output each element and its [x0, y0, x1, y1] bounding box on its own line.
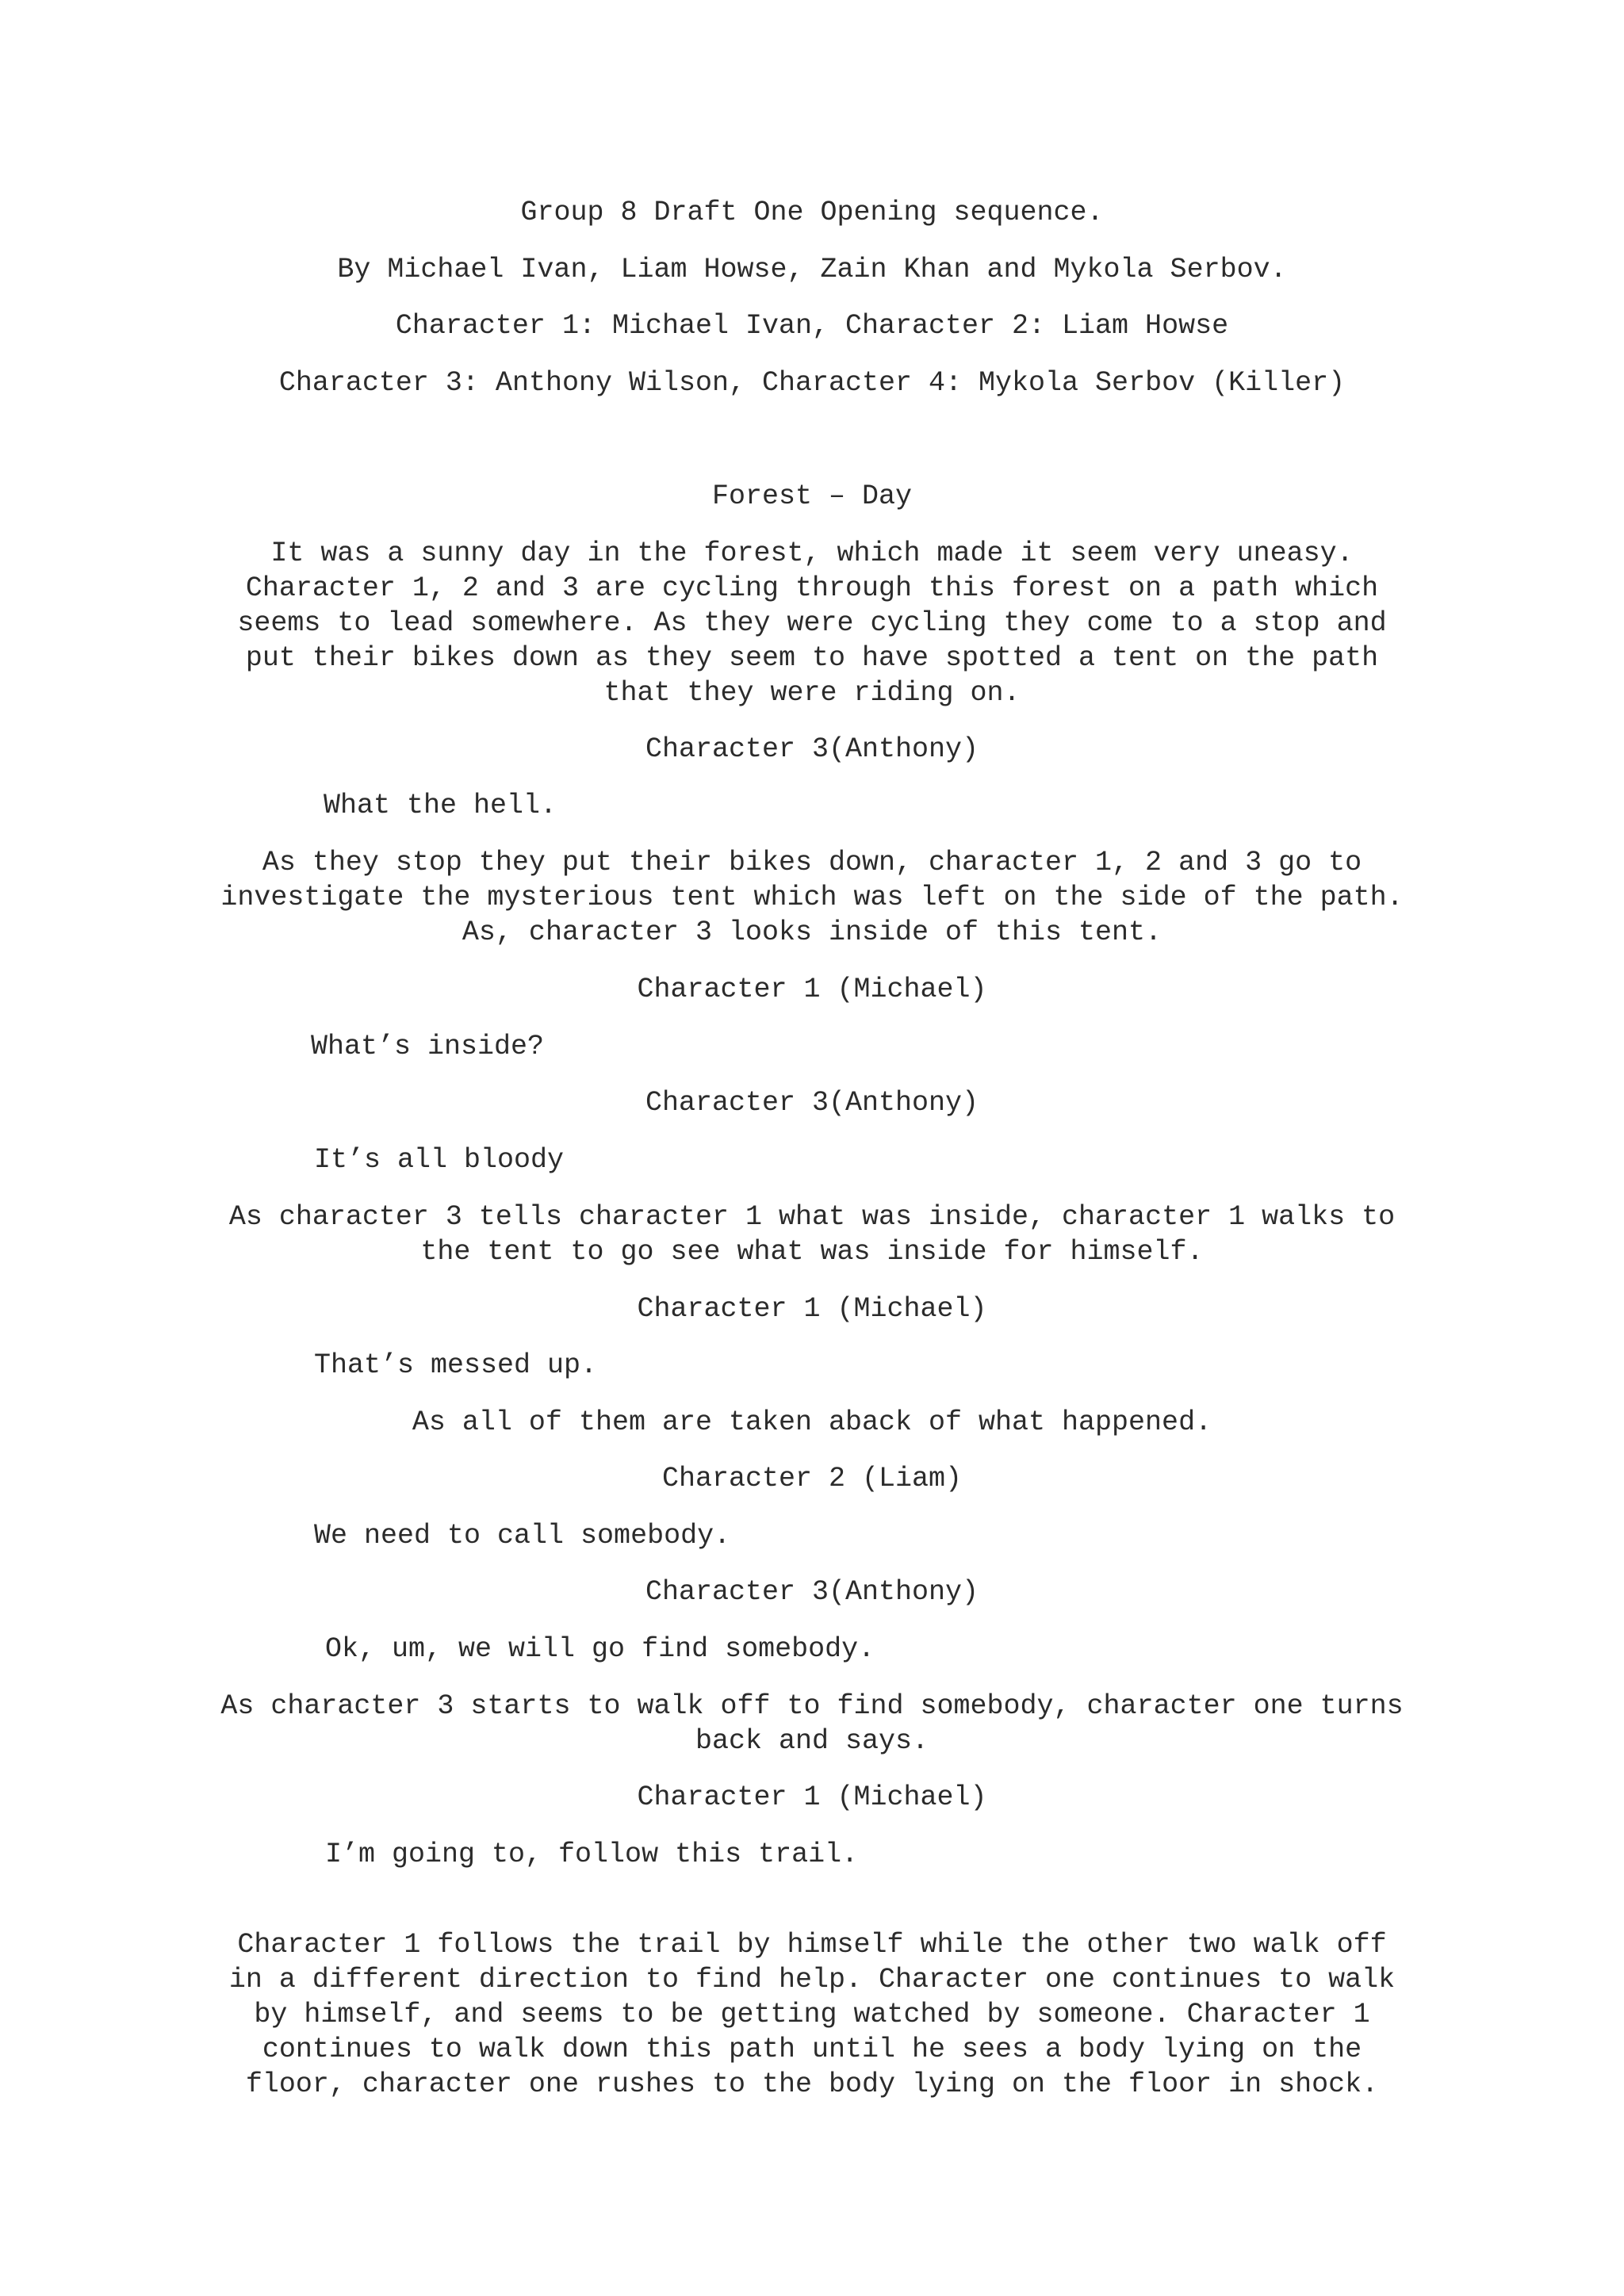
dialogue-line: What’s inside?: [311, 1031, 545, 1062]
dialogue-line: That’s messed up.: [314, 1349, 598, 1381]
action-paragraph: As character 3 starts to walk off to find somebody, character one turns back and says.: [220, 1690, 1404, 1757]
cast-line-2: Character 3: Anthony Wilson, Character 4: Mykola Serbov (Killer): [278, 367, 1346, 399]
character-cue: Character 1 (Michael): [637, 1781, 987, 1813]
character-cue: Character 1 (Michael): [637, 974, 987, 1005]
dialogue-line: What the hell.: [324, 790, 557, 821]
character-cue: Character 3(Anthony): [645, 1576, 979, 1608]
character-cue: Character 2 (Liam): [661, 1463, 963, 1494]
action-paragraph: It was a sunny day in the forest, which made it seem very uneasy. Character 1, 2 and 3 are cycling through this forest on a path which seems to lead somewhere. As they were cycling they come to a stop and put their bikes down as they seem to have spotted a tent on the path that they were riding on.: [237, 538, 1387, 709]
action-paragraph: As character 3 tells character 1 what was inside, character 1 walks to the tent to go see what was inside for himself.: [228, 1201, 1396, 1268]
character-cue: Character 3(Anthony): [645, 733, 979, 765]
action-line: As all of them are taken aback of what happened.: [412, 1406, 1212, 1438]
authors-line: By Michael Ivan, Liam Howse, Zain Khan and Mykola Serbov.: [337, 254, 1287, 285]
cast-line-1: Character 1: Michael Ivan, Character 2: Liam Howse: [395, 310, 1229, 342]
character-cue: Character 3(Anthony): [645, 1087, 979, 1119]
dialogue-line: Ok, um, we will go find somebody.: [325, 1633, 875, 1665]
document-title: Group 8 Draft One Opening sequence.: [520, 197, 1104, 228]
action-paragraph: Character 1 follows the trail by himself while the other two walk off in a different direction to find help. Character one continues to walk by himself, and seems to be getting watched by someone. Character 1 continues to walk down this path until he sees a body lying on the floor, character one rushes to the body lying on the floor in shock.: [228, 1929, 1396, 2100]
scene-heading: Forest – Day: [711, 480, 913, 512]
character-cue: Character 1 (Michael): [637, 1293, 987, 1325]
action-paragraph: As they stop they put their bikes down, character 1, 2 and 3 go to investigate the mysterious tent which was left on the side of the path. As, character 3 looks inside of this tent.: [220, 847, 1404, 948]
dialogue-line: We need to call somebody.: [314, 1520, 731, 1552]
dialogue-line: It’s all bloody: [314, 1144, 565, 1176]
dialogue-line: I’m going to, follow this trail.: [325, 1839, 859, 1870]
